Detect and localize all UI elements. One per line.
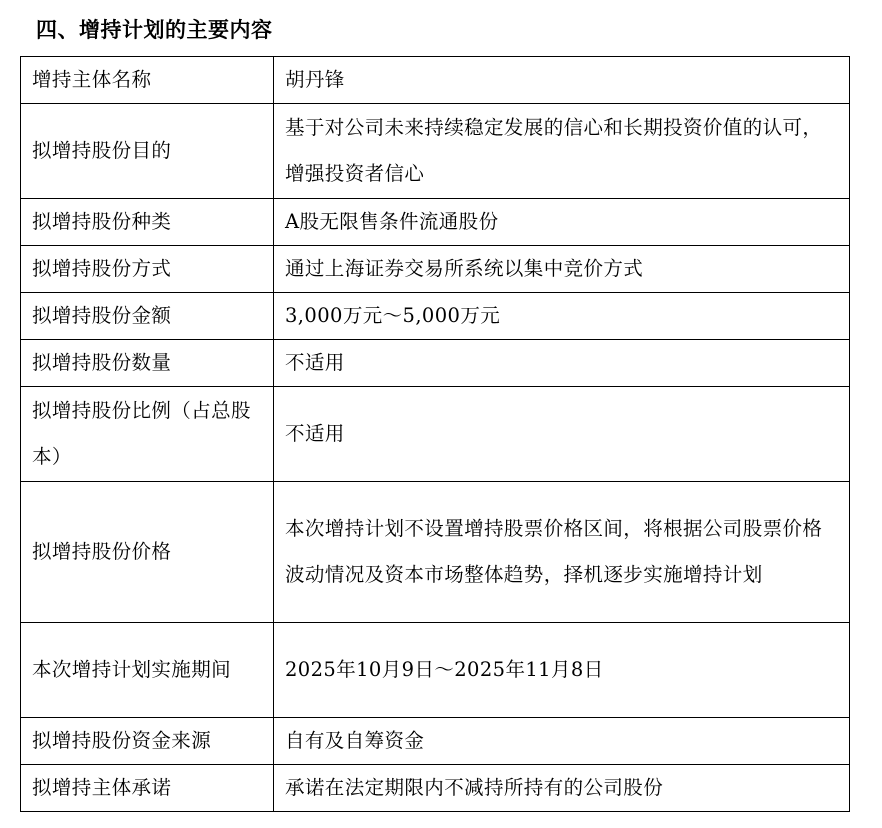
row-label: 拟增持股份资金来源 xyxy=(21,718,274,765)
table-row xyxy=(21,57,850,104)
table-row xyxy=(21,765,850,812)
row-value: 本次增持计划不设置增持股票价格区间，将根据公司股票价格波动情况及资本市场整体趋势，择机逐步实施增持计划 xyxy=(274,482,850,623)
plan-table xyxy=(20,56,850,812)
row-label: 拟增持股份种类 xyxy=(21,199,274,246)
row-value: 胡丹锋 xyxy=(274,57,850,104)
table-row xyxy=(21,718,850,765)
row-label: 拟增持股份金额 xyxy=(21,293,274,340)
table-row xyxy=(21,104,850,199)
row-label: 拟增持股份数量 xyxy=(21,340,274,387)
row-value: 不适用 xyxy=(274,340,850,387)
row-label: 拟增持股份方式 xyxy=(21,246,274,293)
table-row xyxy=(21,482,850,623)
table-row xyxy=(21,199,850,246)
row-label: 拟增持股份价格 xyxy=(21,482,274,623)
row-value: 基于对公司未来持续稳定发展的信心和长期投资价值的认可，增强投资者信心 xyxy=(274,104,850,199)
row-label: 拟增持股份比例（占总股本） xyxy=(21,387,274,482)
row-value: 自有及自筹资金 xyxy=(274,718,850,765)
row-label: 拟增持主体承诺 xyxy=(21,765,274,812)
section-title: 四、增持计划的主要内容 xyxy=(36,18,273,42)
table-row xyxy=(21,246,850,293)
row-value: 2025年10月9日～2025年11月8日 xyxy=(274,623,850,718)
row-value: 通过上海证券交易所系统以集中竞价方式 xyxy=(274,246,850,293)
row-label: 拟增持股份目的 xyxy=(21,104,274,199)
table-row xyxy=(21,387,850,482)
row-label: 增持主体名称 xyxy=(21,57,274,104)
row-value: 不适用 xyxy=(274,387,850,482)
row-value: A股无限售条件流通股份 xyxy=(274,199,850,246)
row-value: 3,000万元～5,000万元 xyxy=(274,293,850,340)
table-row xyxy=(21,293,850,340)
table-row xyxy=(21,340,850,387)
table-row xyxy=(21,623,850,718)
row-label: 本次增持计划实施期间 xyxy=(21,623,274,718)
row-value: 承诺在法定期限内不减持所持有的公司股份 xyxy=(274,765,850,812)
